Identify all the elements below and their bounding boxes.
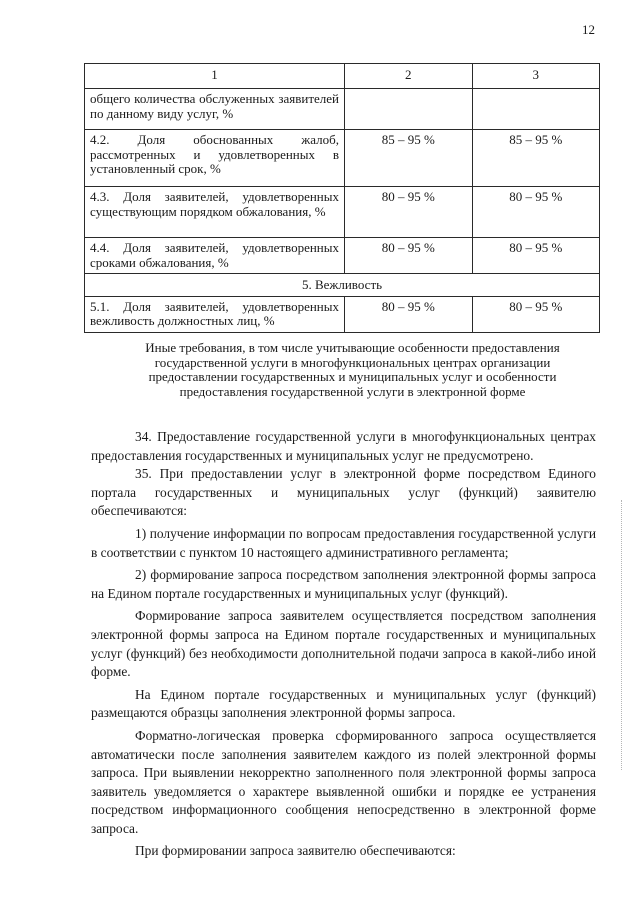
column-header: 3 — [472, 64, 600, 89]
paragraph: 2) формирование запроса посредством заполнения электронной формы запроса на Едином портале государственных и муниципальных услуг (функций). — [91, 567, 596, 601]
indicator-name: 5.1. Доля заявителей, удовлетворенных вежливость должностных лиц, % — [85, 296, 345, 332]
indicator-name: 4.2. Доля обоснованных жалоб, рассмотренных и удовлетворенных в установленный срок, % — [85, 130, 345, 187]
paragraph: На Едином портале государственных и муниципальных услуг (функций) размещаются образцы заполнения электронной формы запроса. — [91, 686, 596, 721]
column-header: 1 — [85, 64, 345, 89]
actual-value: 80 – 95 % — [472, 238, 600, 274]
actual-value: 80 – 95 % — [472, 187, 600, 238]
paragraph: Форматно-логическая проверка сформированного запроса осуществляется автоматически после заполнения заявителем каждого из полей электронной формы запроса. При выявлении некорректно заполненного поля электронной формы запроса заявитель уведомляется о характере выявленной ошибки и порядке ее устранения посредством информационного сообщения непосредственно в электронной форме запроса. — [91, 727, 596, 836]
actual-value: 85 – 95 % — [472, 130, 600, 187]
paragraph: При формировании запроса заявителю обеспечиваются: — [135, 843, 456, 859]
norm-value: 80 – 95 % — [345, 238, 473, 274]
table-row — [85, 296, 600, 332]
scan-margin-artifact — [621, 500, 622, 770]
paragraph: 34. Предоставление государственной услуги в многофункциональных центрах предоставления государственных и муниципальных услуг не предусмотрено. — [91, 429, 596, 463]
norm-value: 80 – 95 % — [345, 187, 473, 238]
paragraph: 35. При предоставлении услуг в электронной форме посредством Единого портала государственных и муниципальных услуг (функций) заявителю обеспечиваются: — [91, 466, 596, 519]
indicator-name: 4.4. Доля заявителей, удовлетворенных сроками обжалования, % — [85, 238, 345, 274]
table-header-row — [85, 64, 600, 89]
indicator-name: 4.3. Доля заявителей, удовлетворенных существующим порядком обжалования, % — [85, 187, 345, 238]
paragraph: Формирование запроса заявителем осуществляется посредством заполнения электронной формы запроса на Едином портале государственных и муниципальных услуг (функций) без необходимости дополнительной подачи запроса в какой-либо иной форме. — [91, 608, 596, 680]
indicator-name: общего количества обслуженных заявителей по данному виду услуг, % — [85, 89, 345, 130]
table-row — [85, 89, 600, 130]
section-heading: Иные требования, в том числе учитывающие особенности предоставления государственной услуги в многофункциональных центрах организации предоставлении государственных и муниципальных услуг и особенности предоставления государственной услуги в электронной форме — [145, 340, 560, 399]
page-number: 12 — [582, 22, 595, 37]
section-title: 5. Вежливость — [85, 274, 600, 297]
body-text — [91, 428, 596, 861]
paragraph: 1) получение информации по вопросам предоставления государственной услуги в соответствии с пунктом 10 настоящего административного регламента; — [91, 525, 596, 560]
table-row — [85, 187, 600, 238]
actual-value: 80 – 95 % — [472, 296, 600, 332]
actual-value — [472, 89, 600, 130]
column-header: 2 — [345, 64, 473, 89]
table-row — [85, 238, 600, 274]
norm-value — [345, 89, 473, 130]
norm-value: 80 – 95 % — [345, 296, 473, 332]
norm-value: 85 – 95 % — [345, 130, 473, 187]
quality-indicators-table — [84, 63, 600, 333]
table-row — [85, 130, 600, 187]
section-row — [85, 274, 600, 297]
